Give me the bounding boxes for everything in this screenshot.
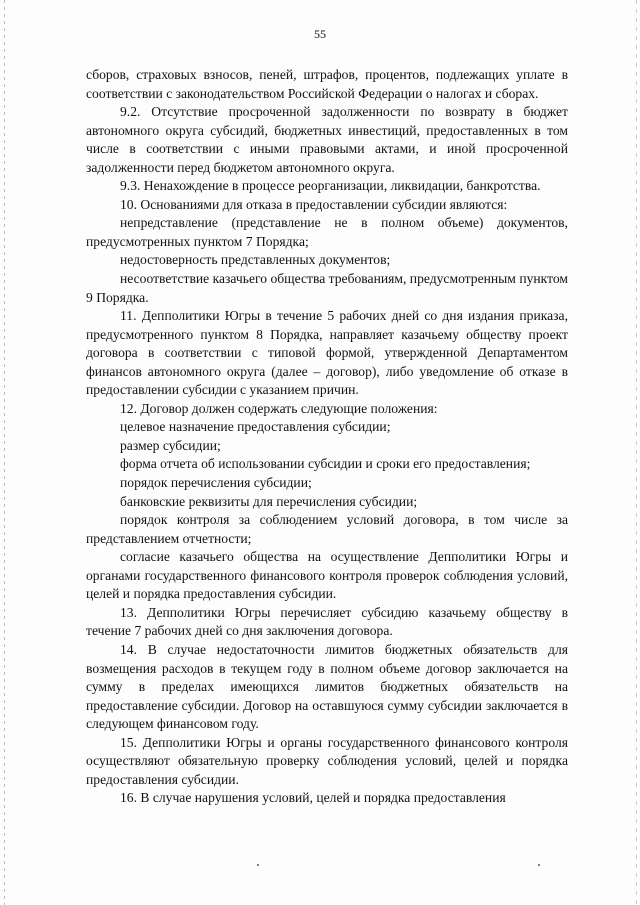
paragraph: недостоверность представленных документов; bbox=[120, 252, 391, 268]
paragraph: 9.3. Ненахождение в процессе реорганизации, ликвидации, банкротства. bbox=[120, 178, 541, 194]
paragraph: 9.2. Отсутствие просроченной задолженности по возврату в бюджет автономного округа субсидий, бюджетных инвестиций, предоставленных в том числе в соответствии с иными правовыми актами, и иной просроченной задолженности перед бюджетом автономного округа. bbox=[86, 104, 568, 175]
paragraph: несоответствие казачьего общества требованиям, предусмотренным пунктом 9 Порядка. bbox=[86, 271, 568, 305]
paragraph: порядок контроля за соблюдением условий договора, в том числе за представлением отчетности; bbox=[86, 512, 568, 546]
paragraph: 15. Депполитики Югры и органы государственного финансового контроля осуществляют обязательную проверку соблюдения условий, целей и порядка предоставления субсидии. bbox=[86, 734, 568, 787]
paragraph: размер субсидии; bbox=[120, 437, 221, 453]
paragraph: целевое назначение предоставления субсидии; bbox=[120, 419, 391, 435]
document-body bbox=[86, 66, 568, 808]
scan-right-edge bbox=[636, 0, 637, 905]
paragraph: сборов, страховых взносов, пеней, штрафов, процентов, подлежащих уплате в соответствии с законодательством Российской Федерации о налогах и сборах. bbox=[86, 67, 568, 101]
paragraph: 10. Основаниями для отказа в предоставлении субсидии являются: bbox=[120, 196, 508, 212]
paragraph: форма отчета об использовании субсидии и сроки его предоставления; bbox=[120, 456, 531, 472]
paragraph: 16. В случае нарушения условий, целей и порядка предоставления bbox=[120, 790, 506, 806]
page-number: 55 bbox=[314, 27, 326, 41]
paragraph: 13. Депполитики Югры перечисляет субсидию казачьему обществу в течение 7 рабочих дней со дня заключения договора. bbox=[86, 604, 568, 639]
scan-speck bbox=[538, 864, 540, 866]
scan-speck bbox=[257, 864, 259, 866]
scan-left-edge bbox=[4, 0, 5, 905]
paragraph: 11. Депполитики Югры в течение 5 рабочих дней со дня издания приказа, предусмотренного пунктом 8 Порядка, направляет казачьему обществу проект договора в соответствии с типовой формой, утвержденной Департаментом финансов автономного округа (далее – договор), либо уведомление об отказе в предоставлении субсидии с указанием причин. bbox=[86, 308, 568, 398]
paragraph: согласие казачьего общества на осуществление Депполитики Югры и органами государственного финансового контроля проверок соблюдения условий, целей и порядка предоставления субсидии. bbox=[86, 549, 568, 602]
paragraph: банковские реквизиты для перечисления субсидии; bbox=[120, 493, 418, 509]
paragraph: 12. Договор должен содержать следующие положения: bbox=[120, 400, 438, 416]
paragraph: порядок перечисления субсидии; bbox=[120, 475, 312, 491]
paragraph: 14. В случае недостаточности лимитов бюджетных обязательств для возмещения расходов в текущем году в полном объеме договор заключается на сумму в пределах имеющихся лимитов бюджетных обязательств на предоставление субсидии. Договор на оставшуюся сумму субсидии заключается в следующем финансовом году. bbox=[86, 641, 568, 732]
paragraph: непредставление (представление не в полном объеме) документов, предусмотренных пунктом 7 Порядка; bbox=[86, 215, 568, 249]
